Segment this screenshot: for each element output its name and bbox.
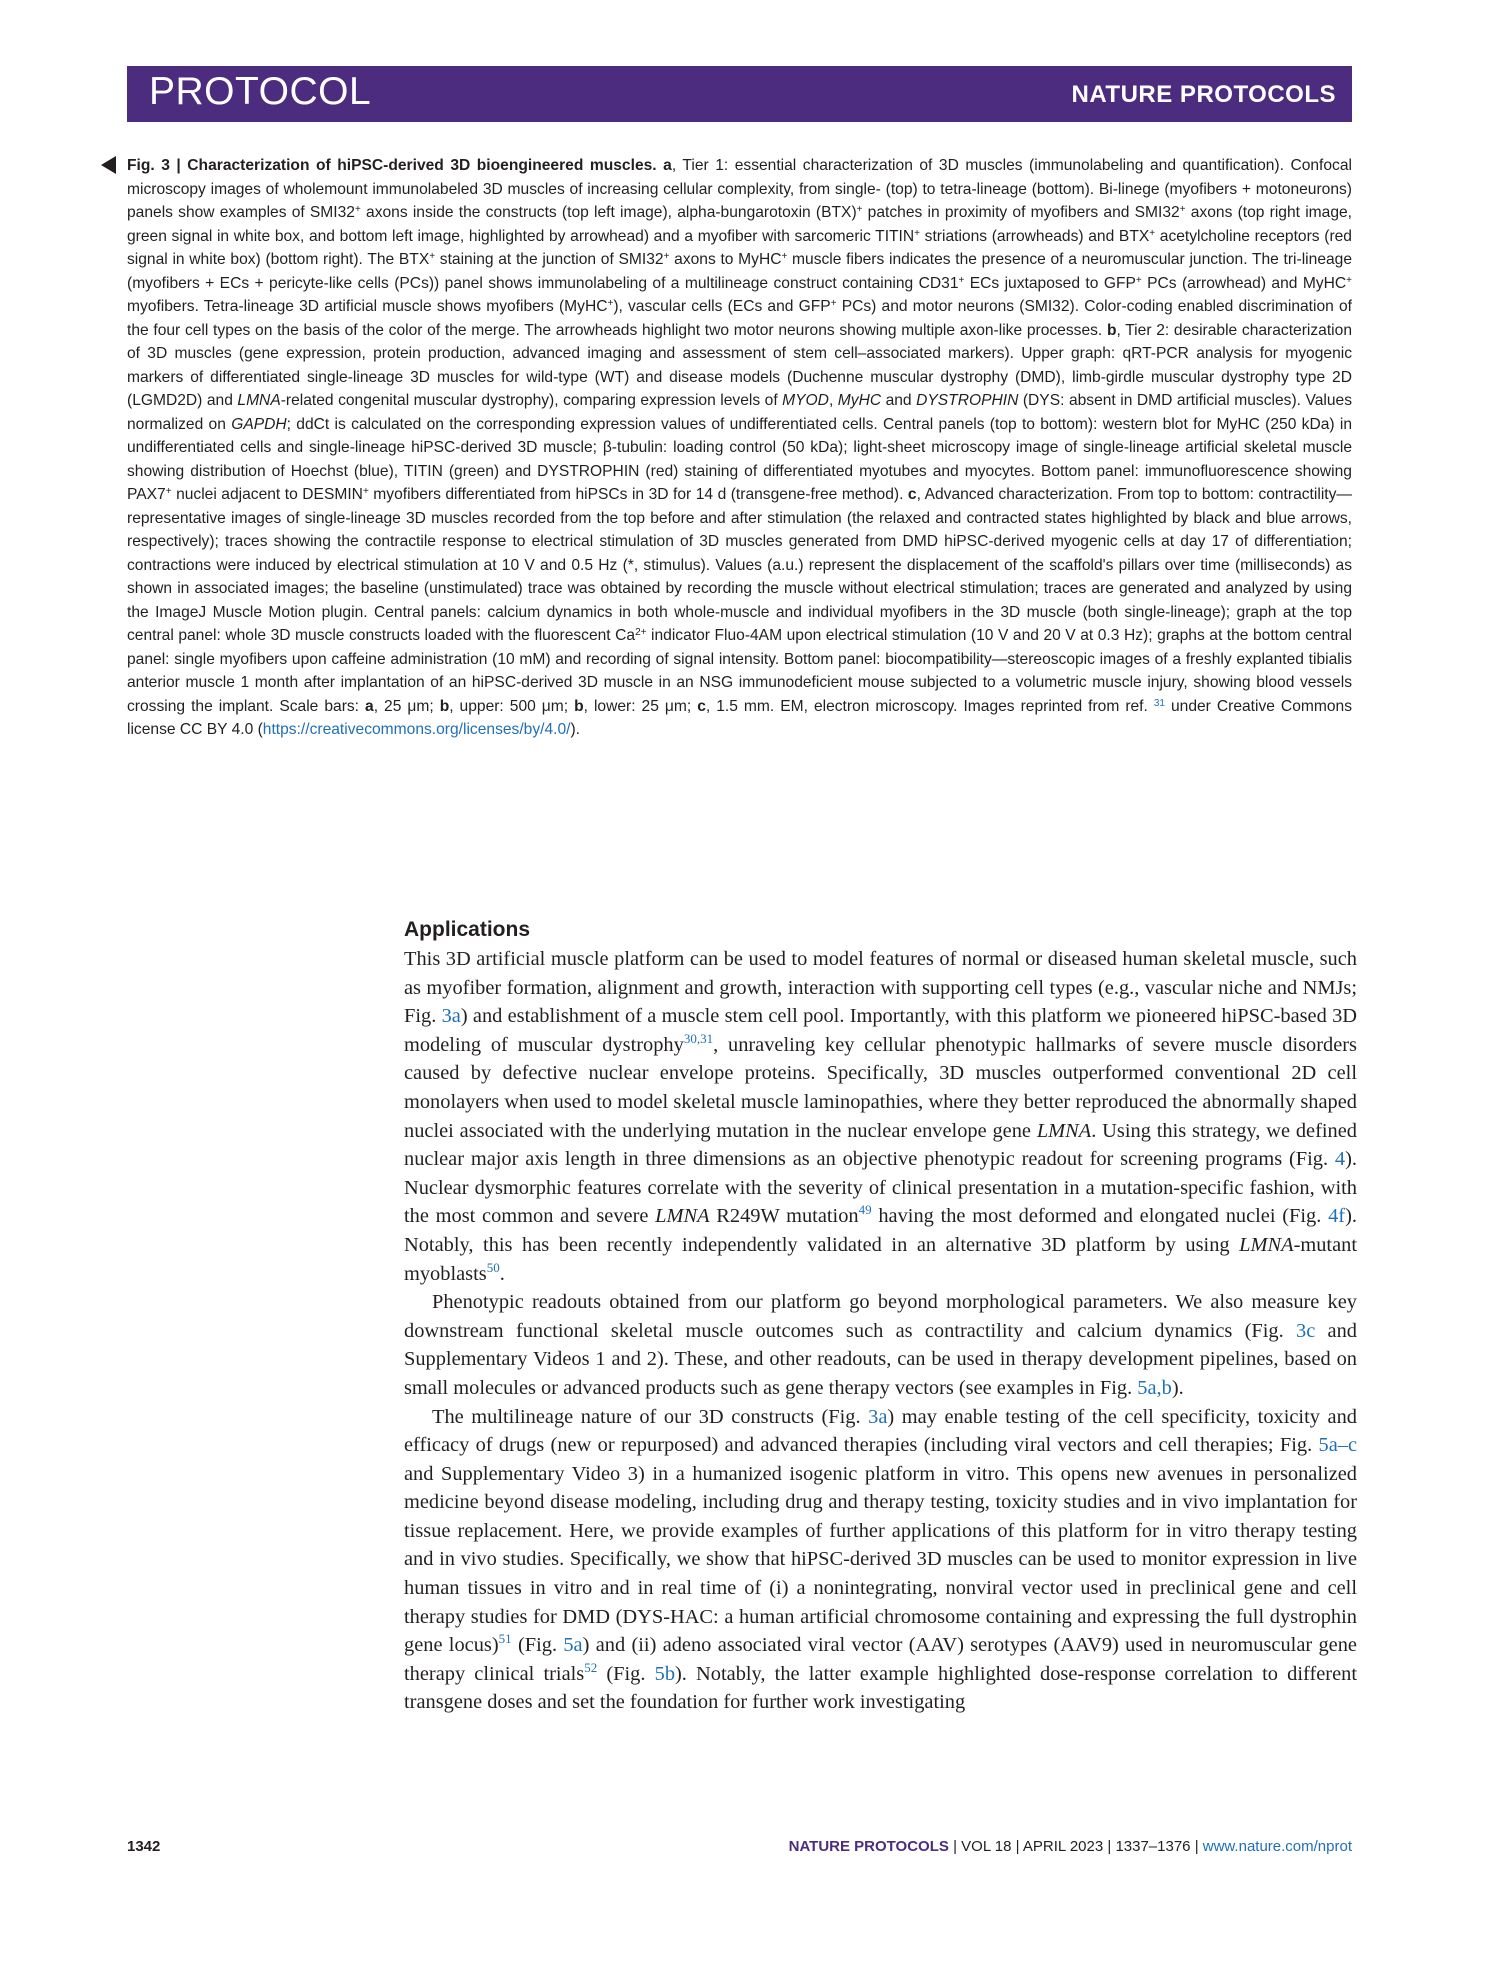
fig-link[interactable]: 4f [1328,1205,1346,1228]
citation-link[interactable]: 51 [498,1631,512,1647]
caption-title: Fig. 3 | Characterization of hiPSC-derived 3D bioengineered muscles. [127,157,657,174]
paragraph: Phenotypic readouts obtained from our platform go beyond morphological parameters. We also measure key downstream functional skeletal muscle outcomes such as contractility and calcium dynamics (Fig. 3c and Supplementary Videos 1 and 2). These, and other readouts, can be used in therapy development pipelines, based on small molecules or advanced products such as gene therapy vectors (see examples in Fig. 5a,b). [404,1291,1357,1399]
figure-caption: Fig. 3 | Characterization of hiPSC-derived 3D bioengineered muscles. a, Tier 1: essential characterization of 3D muscles (immunolabeling and quantification). Confocal microscopy images of wholemount immunolabeled 3D muscles of increasing cellular complexity, from single- (top) to tetra-lineage (bottom). Bi-linege (myofibers + motoneurons) panels show examples of SMI32+ axons inside the constructs (top left image), alpha-bungarotoxin (BTX)+ patches in proximity of myofibers and SMI32+ axons (top right image, green signal in white box, and bottom left image, highlighted by arrowhead) and a myofiber with sarcomeric TITIN+ striations (arrowheads) and BTX+ acetylcholine receptors (red signal in white box) (bottom right). The BTX+ staining at the junction of SMI32+ axons to MyHC+ muscle fibers indicates the presence of a neuromuscular junction. The tri-lineage (myofibers + ECs + pericyte-like cells (PCs)) panel shows immunolabeling of a multilineage construct containing CD31+ ECs juxtaposed to GFP+ PCs (arrowhead) and MyHC+ myofibers. Tetra-lineage 3D artificial muscle shows myofibers (MyHC+), vascular cells (ECs and GFP+ PCs) and motor neurons (SMI32). Color-coding enabled discrimination of the four cell types on the basis of the color of the merge. The arrowheads highlight two motor neurons showing multiple axon-like processes. b, Tier 2: desirable characterization of 3D muscles (gene expression, protein production, advanced imaging and assessment of stem cell–associated markers). Upper graph: qRT-PCR analysis for myogenic markers of differentiated single-lineage 3D muscles for wild-type (WT) and disease models (Duchenne muscular dystrophy (DMD), limb-girdle muscular dystrophy type 2D (LGMD2D) and LMNA-related congenital muscular dystrophy), comparing expression levels of MYOD, MyHC and DYSTROPHIN (DYS: absent in DMD artificial muscles). Values normalized on GAPDH; ddCt is calculated on the corresponding expression values of undifferentiated cells. Central panels (top to bottom): western blot for MyHC (250 kDa) in undifferentiated cells and single-lineage hiPSC-derived 3D muscle; β-tubulin: loading control (50 kDa); light-sheet microscopy image of single-lineage artificial skeletal muscle showing distribution of Hoechst (blue), TITIN (green) and DYSTROPHIN (red) staining of differentiated myotubes and myocytes. Bottom panel: immunofluorescence showing PAX7+ nuclei adjacent to DESMIN+ myofibers differentiated from hiPSCs in 3D for 14 d (transgene-free method). c, Advanced characterization. From top to bottom: contractility—representative images of single-lineage 3D muscles recorded from the top before and after stimulation (the relaxed and contracted states highlighted by black and blue arrows, respectively); traces showing the contractile response to electrical stimulation of 3D muscles generated from DMD hiPSC-derived myogenic cells at day 17 of differentiation; contractions were induced by electrical stimulation at 10 V and 0.5 Hz (*, stimulus). Values (a.u.) represent the displacement of the scaffold's pillars over time (milliseconds) as shown in associated images; the baseline (unstimulated) trace was obtained by recording the muscle without electrical stimulation; traces are generated and analyzed by using the ImageJ Muscle Motion plugin. Central panels: calcium dynamics in both whole-muscle and individual myofibers in the 3D muscle (both single-lineage); graph at the top central panel: whole 3D muscle constructs loaded with the fluorescent $Ca^{2+}$ indicator Fluo-4AM upon electrical stimulation (10 V and 20 V at 0.3 Hz); graphs at the bottom central panel: single myofibers upon caffeine administration (10 mM) and recording of signal intensity. Bottom panel: biocompatibility—stereoscopic images of a freshly explanted tibialis anterior muscle 1 month after implantation of an hiPSC-derived 3D muscle in an NSG immunodeficient mouse subjected to a volumetric muscle injury, showing blood vessels crossing the implant. Scale bars: a, 25 μm; b, upper: 500 μm; b, lower: 25 μm; c, 1.5 mm. EM, electron microscopy. Images reprinted from ref. $^{31}$ under Creative Commons license CC BY 4.0 (https://creativecommons.org/licenses/by/4.0/). [127,154,1352,742]
fig-link[interactable]: 3a [441,1005,461,1028]
fig-link[interactable]: 5a,b [1137,1376,1172,1399]
footer-citation: NATURE PROTOCOLS | VOL 18 | APRIL 2023 | 1337–1376 | www.nature.com/nprot [788,1838,1352,1855]
fig-link[interactable]: 3a [868,1405,888,1428]
page-header [127,66,1352,122]
paragraph: This 3D artificial muscle platform can be used to model features of normal or diseased human skeletal muscle, such as myofiber formation, alignment and growth, interaction with supporting cell types (e.g., vascular niche and NMJs; Fig. 3a) and establishment of a muscle stem cell pool. Importantly, with this platform we pioneered hiPSC-based 3D modeling of muscular dystrophy$^{30,31}$, unraveling key cellular phenotypic hallmarks of severe muscle disorders caused by defective nuclear envelope proteins. Specifically, 3D muscles outperformed conventional 2D cell monolayers when used to model skeletal muscle laminopathies, where they better reproduced the abnormally shaped nuclei associated with the underlying mutation in the nuclear envelope gene LMNA. Using this strategy, we defined nuclear major axis length in three dimensions as an objective phenotypic readout for screening programs (Fig. 4). Nuclear dysmorphic features correlate with the severity of clinical presentation in a mutation-specific fashion, with the most common and severe LMNA R249W mutation$^{49}$ having the most deformed and elongated nuclei (Fig. 4f). Notably, this has been recently independently validated in an alternative 3D platform by using LMNA-mutant myoblasts$^{50}$. [404,948,1357,1285]
section-heading: Applications [404,918,531,941]
fig-link[interactable]: 3c [1296,1319,1316,1342]
citation-link[interactable]: 52 [584,1659,598,1675]
article-body [404,916,1357,1717]
fig-link[interactable]: 4 [1334,1148,1346,1171]
fig-link[interactable]: 5a [563,1634,583,1657]
fig-link[interactable]: 5b [654,1662,676,1685]
journal-url-link[interactable]: www.nature.com/nprot [1202,1838,1352,1855]
citation-link[interactable]: 49 [858,1202,872,1218]
page-number: 1342 [127,1838,161,1855]
paragraph: The multilineage nature of our 3D constructs (Fig. 3a) may enable testing of the cell specificity, toxicity and efficacy of drugs (new or repurposed) and advanced therapies (including viral vectors and cell therapies; Fig. 5a–c and Supplementary Video 3) in a humanized isogenic platform in vitro. This opens new avenues in personalized medicine beyond disease modeling, including drug and therapy testing, toxicity studies and in vivo implantation for tissue replacement. Here, we provide examples of further applications of this platform for in vitro therapy testing and in vivo studies. Specifically, we show that hiPSC-derived 3D muscles can be used to monitor expression in live human tissues in vitro and in real time of (i) a nonintegrating, nonviral vector used in preclinical gene and cell therapy studies for DMD (DYS-HAC: a human artificial chromosome containing and expressing the full dystrophin gene locus)$^{51}$ (Fig. 5a) and (ii) adeno associated viral vector (AAV) serotypes (AAV9) used in neuromuscular gene therapy clinical trials$^{52}$ (Fig. 5b). Notably, the latter example highlighted dose-response correlation to different transgene doses and set the foundation for further work investigating [404,1405,1357,1714]
citation-link[interactable]: 30,31 [683,1030,714,1046]
fig-link[interactable]: 5a–c [1318,1434,1357,1457]
journal-label: NATURE PROTOCOLS [1071,81,1336,108]
citation-link[interactable]: 50 [486,1259,500,1275]
caption-arrow-icon [101,156,116,174]
ref-link-31[interactable]: 31 [1153,697,1165,709]
section-label: PROTOCOL [149,70,372,113]
license-link[interactable]: https://creativecommons.org/licenses/by/4.0/ [262,721,571,738]
